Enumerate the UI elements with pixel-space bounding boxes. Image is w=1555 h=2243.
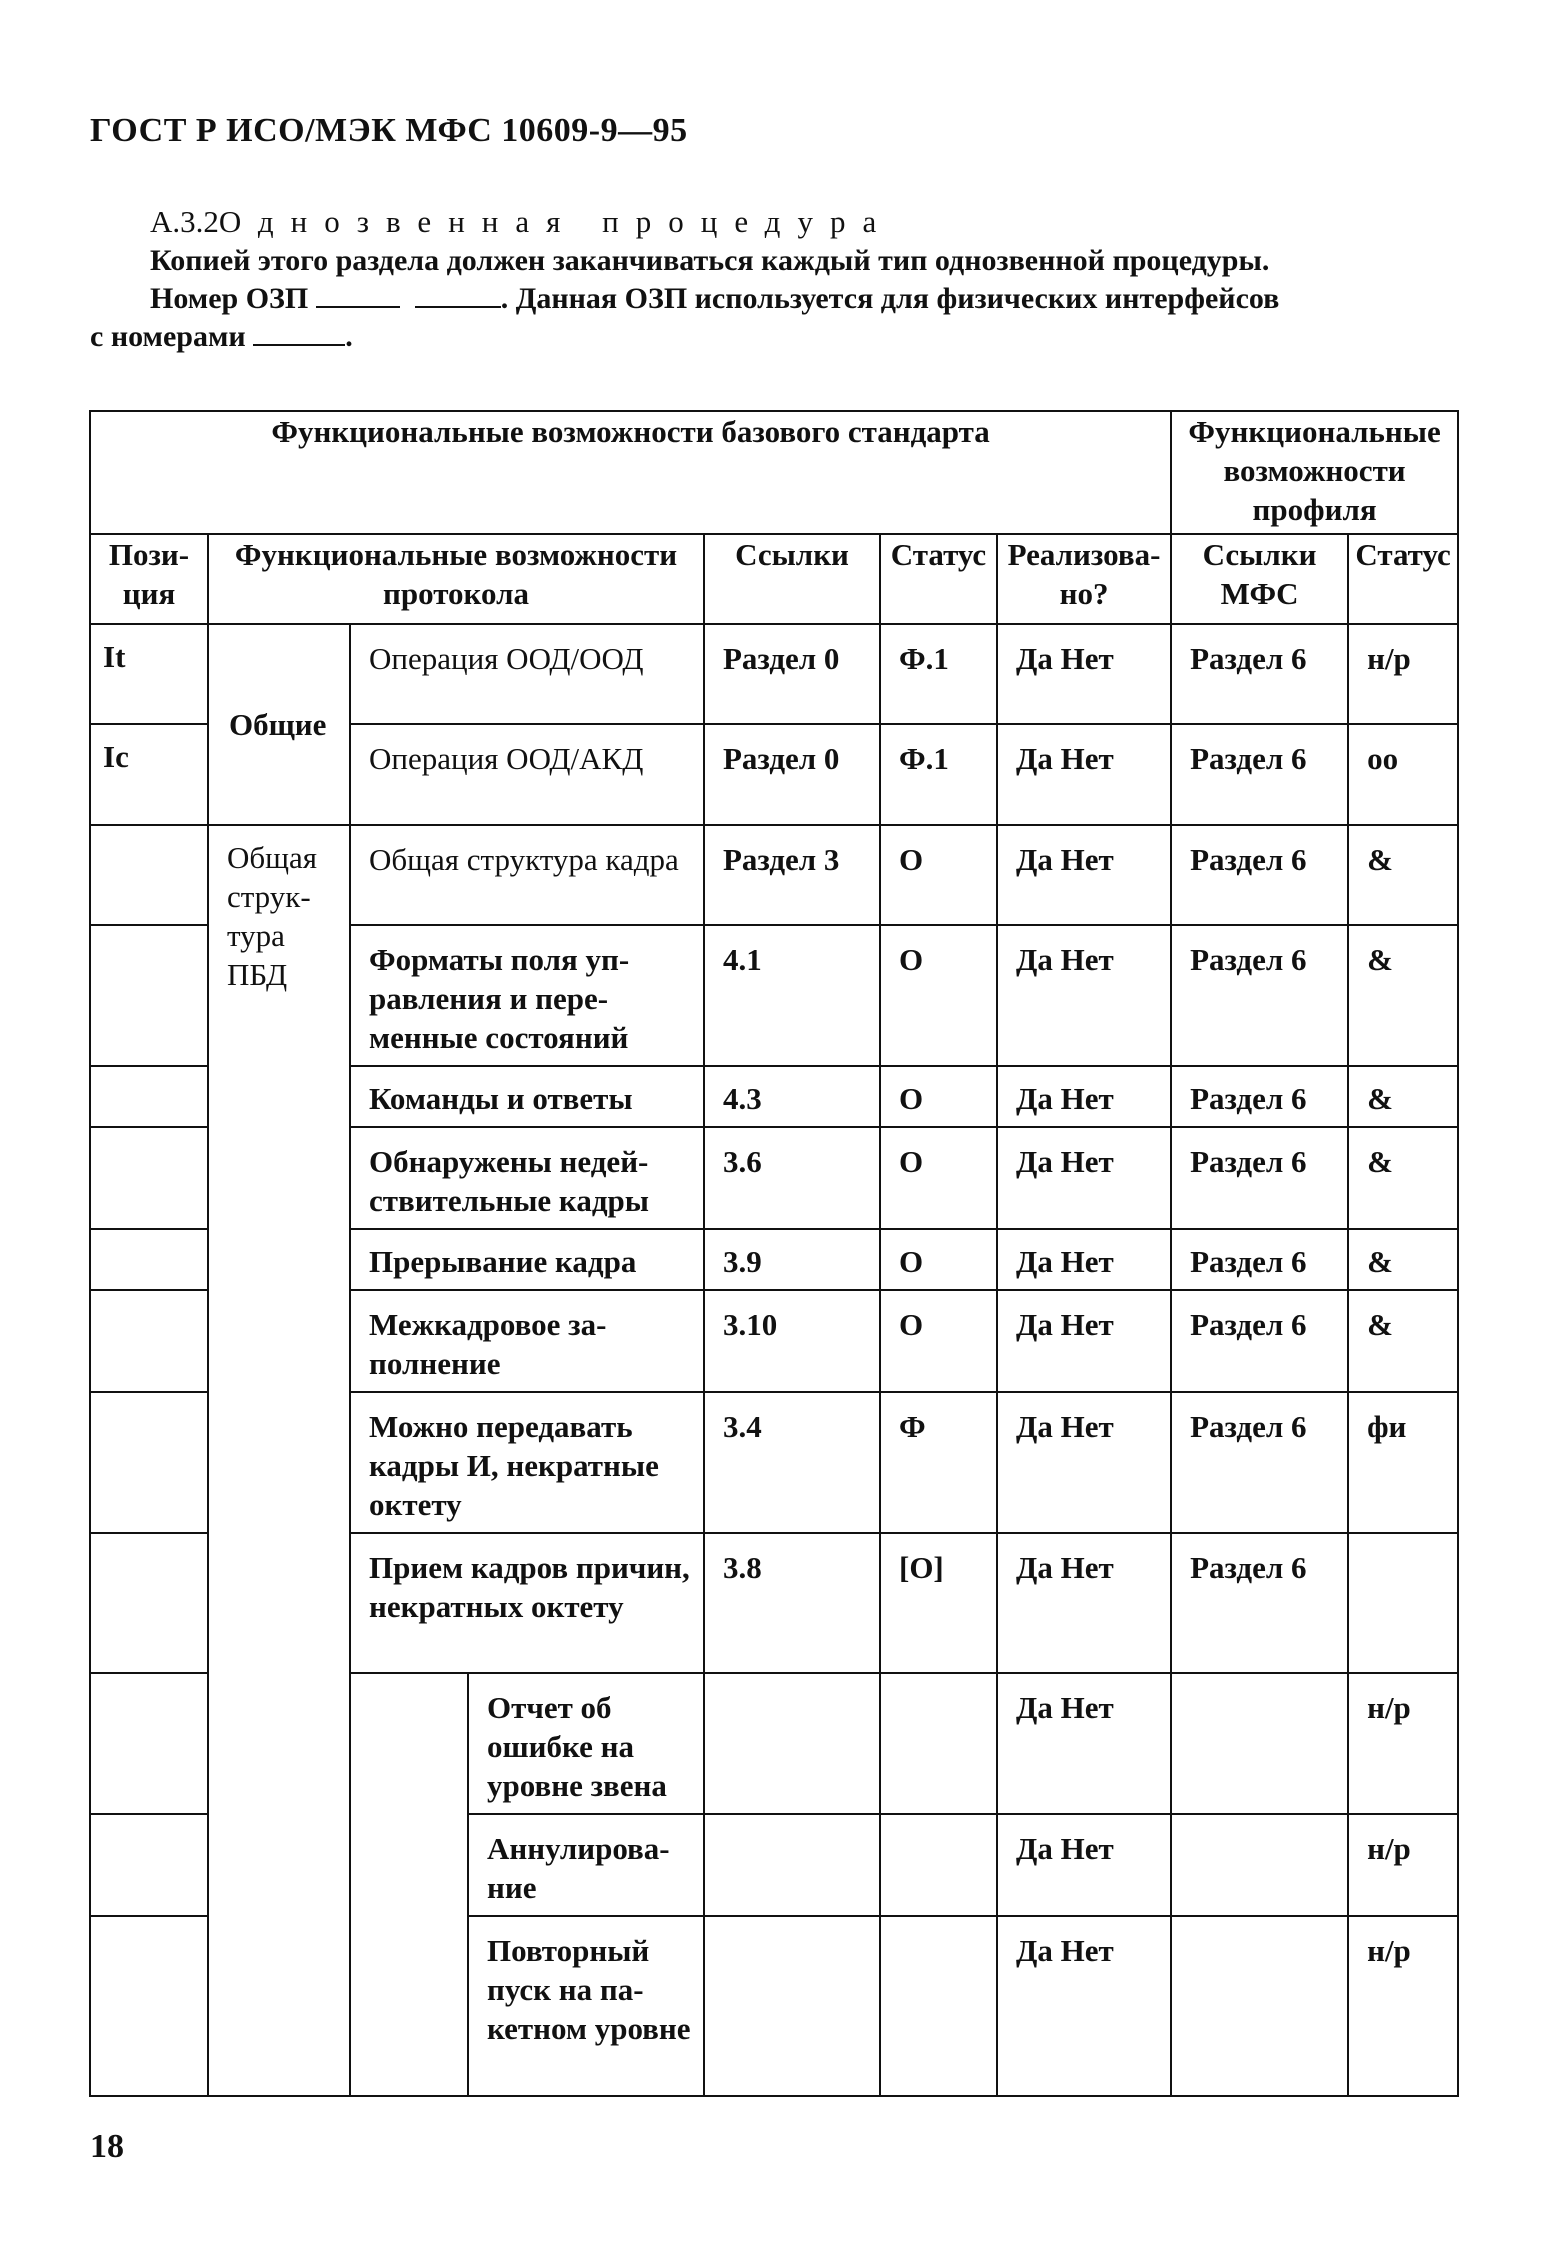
cell-status: О [880,1229,997,1290]
cell-position [90,925,208,1066]
cell-mfs-status: & [1348,1066,1458,1127]
col-header-function: Функциональные возможности протокола [208,534,704,624]
cell-implemented: Да Нет [997,925,1171,1066]
cell-implemented: Да Нет [997,724,1171,825]
cell-status: Ф [880,1392,997,1533]
col-header-mfs-refs: Ссылки МФС [1171,534,1348,624]
cell-status [880,1673,997,1814]
blank-field [316,280,400,308]
cell-status [880,1916,997,2096]
category-frame-structure: Общая струк-тура ПБД [208,825,350,1066]
cell-mfs-status: н/р [1348,1916,1458,2096]
cell-mfs-ref: Раздел 6 [1171,1533,1348,1673]
cell-mfs-ref [1171,1814,1348,1916]
interface-numbers-line [90,318,1410,356]
cell-mfs-ref [1171,1916,1348,2096]
cell-mfs-ref: Раздел 6 [1171,1066,1348,1127]
cell-mfs-status: & [1348,1229,1458,1290]
document-header: ГОСТ Р ИСО/МЭК МФС 10609-9—95 [90,112,688,149]
section-title [150,204,893,240]
cell-function: Прием кадров причин, некратных октету [350,1533,704,1673]
cell-function: Форматы поля уп-равления и пере-менные состояний [350,925,704,1066]
col-header-implemented: Реализова-но? [997,534,1171,624]
cell-function: Общая структура кадра [350,825,704,925]
procedure-number-label: Номер ОЗП [150,282,309,315]
cell-implemented: Да Нет [997,1673,1171,1814]
group-header-base: Функциональные возможности базового стандарта [90,411,1171,534]
cell-function: Операция ООД/ООД [350,624,704,724]
cell-mfs-ref: Раздел 6 [1171,624,1348,724]
cell-position [90,1814,208,1916]
cell-status: О [880,925,997,1066]
blank-field [253,318,345,346]
cell-mfs-ref: Раздел 6 [1171,825,1348,925]
cell-position: It [90,624,208,724]
cell-position [90,1916,208,2096]
cell-position [90,1392,208,1533]
cell-status: О [880,1290,997,1392]
col-header-refs: Ссылки [704,534,880,624]
interface-numbers-end: . [345,320,353,353]
functional-capabilities-table [89,410,1459,2097]
cell-mfs-ref: Раздел 6 [1171,1392,1348,1533]
cell-mfs-status: & [1348,1127,1458,1229]
interface-numbers-label: с номерами [90,320,246,353]
cell-status [880,1814,997,1916]
cell-implemented: Да Нет [997,1229,1171,1290]
col-header-mfs-status: Статус [1348,534,1458,624]
cell-mfs-status [1348,1533,1458,1673]
cell-function: Обнаружены недей-ствительные кадры [350,1127,704,1229]
cell-status: [О] [880,1533,997,1673]
cell-position [90,1229,208,1290]
cell-ref: 4.1 [704,925,880,1066]
procedure-number-line [150,280,1470,318]
cell-ref [704,1814,880,1916]
section-number: А.3.2 [150,204,219,239]
col-header-status: Статус [880,534,997,624]
sub-indent-cell [350,1673,468,2096]
cell-function: Операция ООД/АКД [350,724,704,825]
blank-field [415,280,501,308]
cell-status: О [880,1127,997,1229]
cell-function: Можно передавать кадры И, некратные октету [350,1392,704,1533]
procedure-usage-text: . Данная ОЗП используется для физических интерфейсов [500,282,1280,315]
cell-mfs-ref [1171,1673,1348,1814]
cell-ref [704,1916,880,2096]
cell-implemented: Да Нет [997,1066,1171,1127]
cell-implemented: Да Нет [997,624,1171,724]
group-header-profile: Функциональные возможности профиля [1171,411,1458,534]
cell-status: О [880,1066,997,1127]
cell-status: О [880,825,997,925]
cell-ref: Раздел 0 [704,624,880,724]
cell-position [90,1533,208,1673]
cell-ref: 3.8 [704,1533,880,1673]
section-name: Однозвенная процедура [218,204,894,239]
cell-mfs-ref: Раздел 6 [1171,1127,1348,1229]
cell-function: Команды и ответы [350,1066,704,1127]
cell-ref [704,1673,880,1814]
cell-ref: 3.6 [704,1127,880,1229]
cell-function: Прерывание кадра [350,1229,704,1290]
cell-mfs-ref: Раздел 6 [1171,1229,1348,1290]
cell-implemented: Да Нет [997,1290,1171,1392]
cell-ref: Раздел 3 [704,825,880,925]
cell-mfs-ref: Раздел 6 [1171,1290,1348,1392]
cell-ref: 3.4 [704,1392,880,1533]
cell-position [90,1290,208,1392]
cell-mfs-status: & [1348,825,1458,925]
cell-mfs-status: фи [1348,1392,1458,1533]
cell-status: Ф.1 [880,624,997,724]
cell-implemented: Да Нет [997,1392,1171,1533]
cell-status: Ф.1 [880,724,997,825]
cell-ref: Раздел 0 [704,724,880,825]
cell-mfs-status: н/р [1348,1814,1458,1916]
cell-mfs-status: н/р [1348,624,1458,724]
category-frame-structure-continued [208,1066,350,2096]
cell-mfs-status: & [1348,925,1458,1066]
cell-implemented: Да Нет [997,1814,1171,1916]
page-number: 18 [90,2128,124,2165]
cell-implemented: Да Нет [997,1127,1171,1229]
cell-ref: 3.9 [704,1229,880,1290]
cell-position [90,1673,208,1814]
table-row [90,1066,1458,1127]
cell-function: Отчет об ошибке на уровне звена [468,1673,704,1814]
cell-implemented: Да Нет [997,1533,1171,1673]
cell-mfs-ref: Раздел 6 [1171,724,1348,825]
cell-implemented: Да Нет [997,825,1171,925]
cell-position [90,1127,208,1229]
cell-ref: 4.3 [704,1066,880,1127]
col-header-position: Пози-ция [90,534,208,624]
cell-function: Повторный пуск на па-кетном уровне [468,1916,704,2096]
cell-mfs-ref: Раздел 6 [1171,925,1348,1066]
cell-function: Межкадровое за-полнение [350,1290,704,1392]
intro-paragraph: Копией этого раздела должен заканчиваться каждый тип однозвенной процедуры. [150,244,1270,277]
cell-ref: 3.10 [704,1290,880,1392]
cell-implemented: Да Нет [997,1916,1171,2096]
table-row [90,624,1458,724]
cell-function: Аннулирова-ние [468,1814,704,1916]
cell-mfs-status: оо [1348,724,1458,825]
cell-position: Ic [90,724,208,825]
cell-mfs-status: & [1348,1290,1458,1392]
table-row [90,825,1458,925]
cell-mfs-status: н/р [1348,1673,1458,1814]
cell-position [90,825,208,925]
cell-position [90,1066,208,1127]
category-common: Общие [208,624,350,825]
